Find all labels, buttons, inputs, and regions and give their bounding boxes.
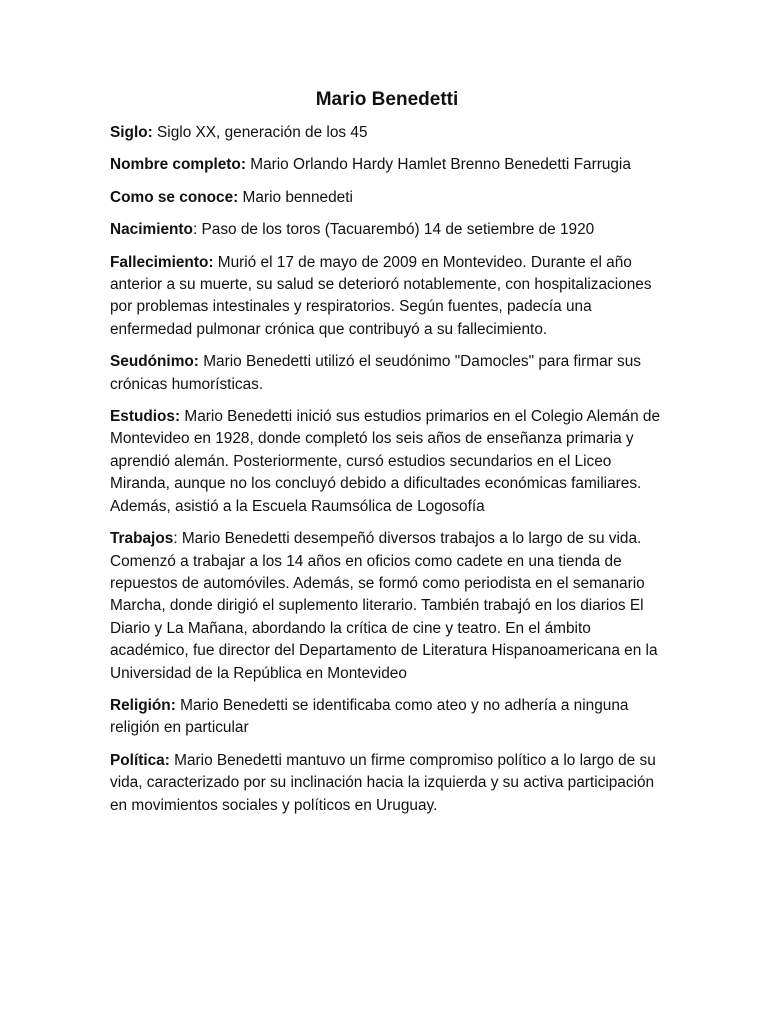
entry-como-se-conoce — [110, 187, 668, 209]
entry-label: Como se conoce: — [110, 188, 239, 206]
entry-label: Siglo: — [110, 124, 153, 141]
entry-text: Mario bennedeti — [238, 188, 353, 206]
entry-nacimiento — [110, 219, 668, 241]
entry-label: Fallecimiento: — [110, 253, 214, 271]
entry-label: Estudios: — [110, 408, 181, 426]
entry-estudios — [110, 406, 668, 518]
entry-text: Murió el 17 de mayo de 2009 en Montevideo. Durante el año anterior a su muerte, su salud se deterioró notablemente, con hospitalizaciones por problemas intestinales y respiratorios. Según fuentes, padecía una enfermedad pulmonar crónica que contribuyó a su fallecimiento. — [110, 253, 652, 338]
entry-trabajos — [110, 528, 668, 685]
entry-label: Trabajos — [110, 530, 174, 548]
entry-text: Mario Benedetti inició sus estudios primarios en el Colegio Alemán de Montevideo en 1928, donde completó los seis años de enseñanza primaria y aprendió alemán. Posteriormente, cursó estudios secundarios en el Liceo Miranda, aunque no los concluyó debido a dificultades económicas familiares. Además, asistió a la Escuela Raumsólica de Logosofía — [110, 408, 661, 515]
entry-text: Siglo XX, generación de los 45 — [152, 124, 368, 141]
entry-label: Religión: — [110, 696, 176, 714]
entry-text: : Mario Benedetti desempeñó diversos trabajos a lo largo de su vida. Comenzó a trabajar a los 14 años en oficios como cadete en una tienda de repuestos de automóviles. Además, se formó como periodista en el semanario Marcha, donde dirigió el suplemento literario. También trabajó en los diarios El Diario y La Mañana, abordando la crítica de cine y teatro. En el ámbito académico, fue director del Departamento de Literatura Hispanoamericana en la Universidad de la República en Montevideo — [110, 530, 658, 682]
entry-label: Nombre completo: — [110, 156, 246, 174]
document-title: Mario Benedetti — [315, 89, 459, 110]
entry-fallecimiento — [110, 252, 668, 342]
entry-text: : Paso de los toros (Tacuarembó) 14 de setiembre de 1920 — [192, 221, 595, 239]
entry-text: Mario Orlando Hardy Hamlet Brenno Benedetti Farrugia — [245, 156, 631, 174]
entry-label: Nacimiento — [110, 221, 193, 239]
entry-label: Seudónimo: — [110, 353, 199, 371]
entry-text: Mario Benedetti se identificaba como ateo y no adhería a ninguna religión en particular — [110, 696, 629, 737]
entry-label: Política: — [110, 751, 170, 769]
entry-seudonimo — [110, 351, 668, 396]
entry-nombre-completo — [110, 154, 668, 176]
entry-religion — [110, 695, 668, 740]
entry-siglo — [110, 122, 668, 144]
entry-politica — [110, 750, 668, 817]
entry-text: Mario Benedetti mantuvo un firme compromiso político a lo largo de su vida, caracterizado por su inclinación hacia la izquierda y su activa participación en movimientos sociales y políticos en Uruguay. — [110, 751, 656, 814]
entry-text: Mario Benedetti utilizó el seudónimo "Damocles" para firmar sus crónicas humorísticas. — [110, 353, 641, 393]
